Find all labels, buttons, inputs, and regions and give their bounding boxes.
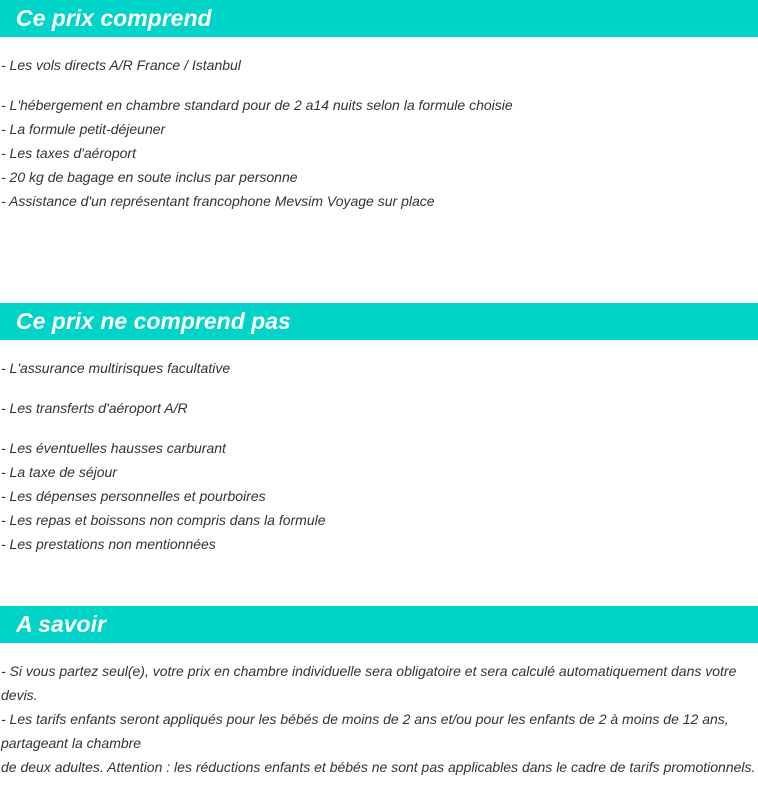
list-item: - L'assurance multirisques facultative [1, 360, 231, 376]
excluded-list [1, 356, 756, 556]
list-item: - Les vols directs A/R France / Istanbul [1, 57, 241, 73]
list-item: - Les éventuelles hausses carburant [1, 440, 226, 456]
list-item: - La taxe de séjour [1, 464, 117, 480]
section-header-excluded [0, 303, 758, 340]
list-item: - Les dépenses personnelles et pourboires [1, 488, 266, 504]
list-item: - Assistance d'un représentant francophone Mevsim Voyage sur place [1, 193, 435, 209]
list-item: - Les repas et boissons non compris dans la formule [1, 512, 326, 528]
section-header-info [0, 606, 758, 643]
info-paragraph: de deux adultes. Attention : les réductions enfants et bébés ne sont pas applicables dans le cadre de tarifs promotionnels. [1, 759, 756, 775]
list-item: - 20 kg de bagage en soute inclus par personne [1, 169, 298, 185]
info-paragraph: - Si vous partez seul(e), votre prix en chambre individuelle sera obligatoire et sera calculé automatiquement dans votre devis. [1, 663, 737, 703]
section-title-info: A savoir [16, 611, 106, 637]
list-item: - L'hébergement en chambre standard pour de 2 a14 nuits selon la formule choisie [1, 97, 513, 113]
list-item: - Les taxes d'aéroport [1, 145, 136, 161]
list-item: - Les transferts d'aéroport A/R [1, 400, 188, 416]
section-title-excluded: Ce prix ne comprend pas [16, 308, 291, 334]
list-item: - Les prestations non mentionnées [1, 536, 216, 552]
section-title-included: Ce prix comprend [16, 5, 212, 31]
included-list [1, 53, 756, 213]
info-paragraph: - Les tarifs enfants seront appliqués pour les bébés de moins de 2 ans et/ou pour les enfants de 2 à moins de 12 ans, partageant la chambre [1, 711, 729, 751]
section-header-included [0, 0, 758, 37]
info-text [1, 659, 756, 779]
list-item: - La formule petit-déjeuner [1, 121, 166, 137]
